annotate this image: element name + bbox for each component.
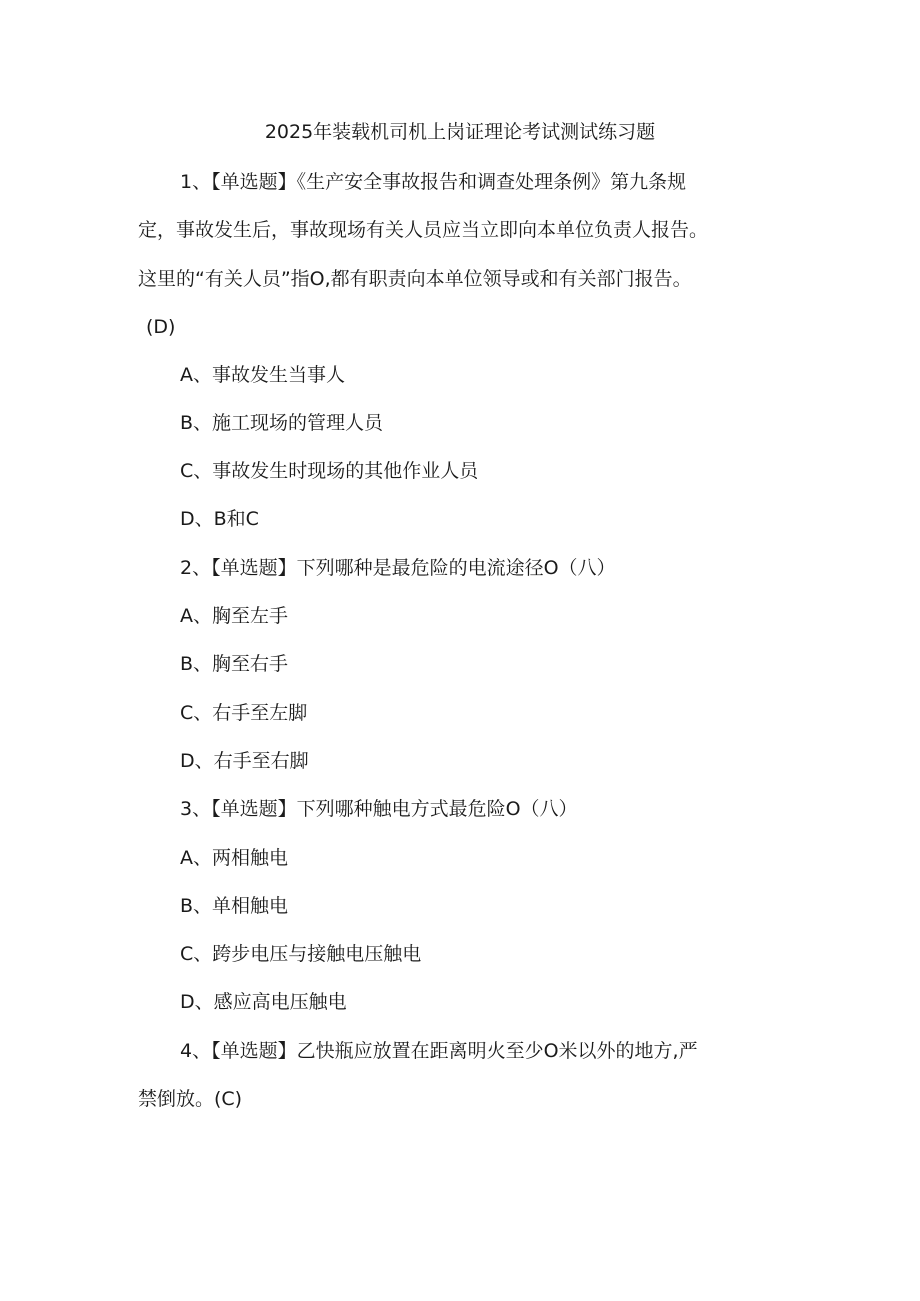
question-1-option-a: A、事故发生当事人 [180,364,345,386]
question-3-line-1: 3、【单选题】下列哪种触电方式最危险O（八） [180,798,578,820]
question-3-option-a: A、两相触电 [180,847,288,869]
question-2-option-d: D、右手至右脚 [180,750,309,772]
question-1-option-c: C、事故发生时现场的其他作业人员 [180,460,479,482]
question-2-option-c: C、右手至左脚 [180,702,308,724]
question-3-option-c: C、跨步电压与接触电压触电 [180,943,422,965]
question-3-option-b: B、单相触电 [180,895,289,917]
document-title: 2025年装载机司机上岗证理论考试测试练习题 [264,121,656,143]
question-2-option-a: A、胸至左手 [180,605,288,627]
question-1-line-1: 1、【单选题】《生产安全事故报告和调查处理条例》第九条规 [180,171,687,193]
question-4-line-1: 4、【单选题】乙快瓶应放置在距离明火至少O米以外的地方,严 [180,1040,698,1062]
question-1-line-2: 定，事故发生后，事故现场有关人员应当立即向本单位负责人报告。 [138,219,709,241]
question-1-option-b: B、施工现场的管理人员 [180,412,384,434]
question-1-option-d: D、B和C [180,508,259,530]
question-2-line-1: 2、【单选题】下列哪种是最危险的电流途径O（八） [180,557,616,579]
question-3-option-d: D、感应高电压触电 [180,991,347,1013]
question-4-line-2: 禁倒放。(C) [138,1088,243,1110]
question-1-answer: (D) [146,316,176,338]
question-1-line-3: 这里的“有关人员”指O,都有职责向本单位领导或和有关部门报告。 [138,268,692,290]
question-2-option-b: B、胸至右手 [180,653,289,675]
